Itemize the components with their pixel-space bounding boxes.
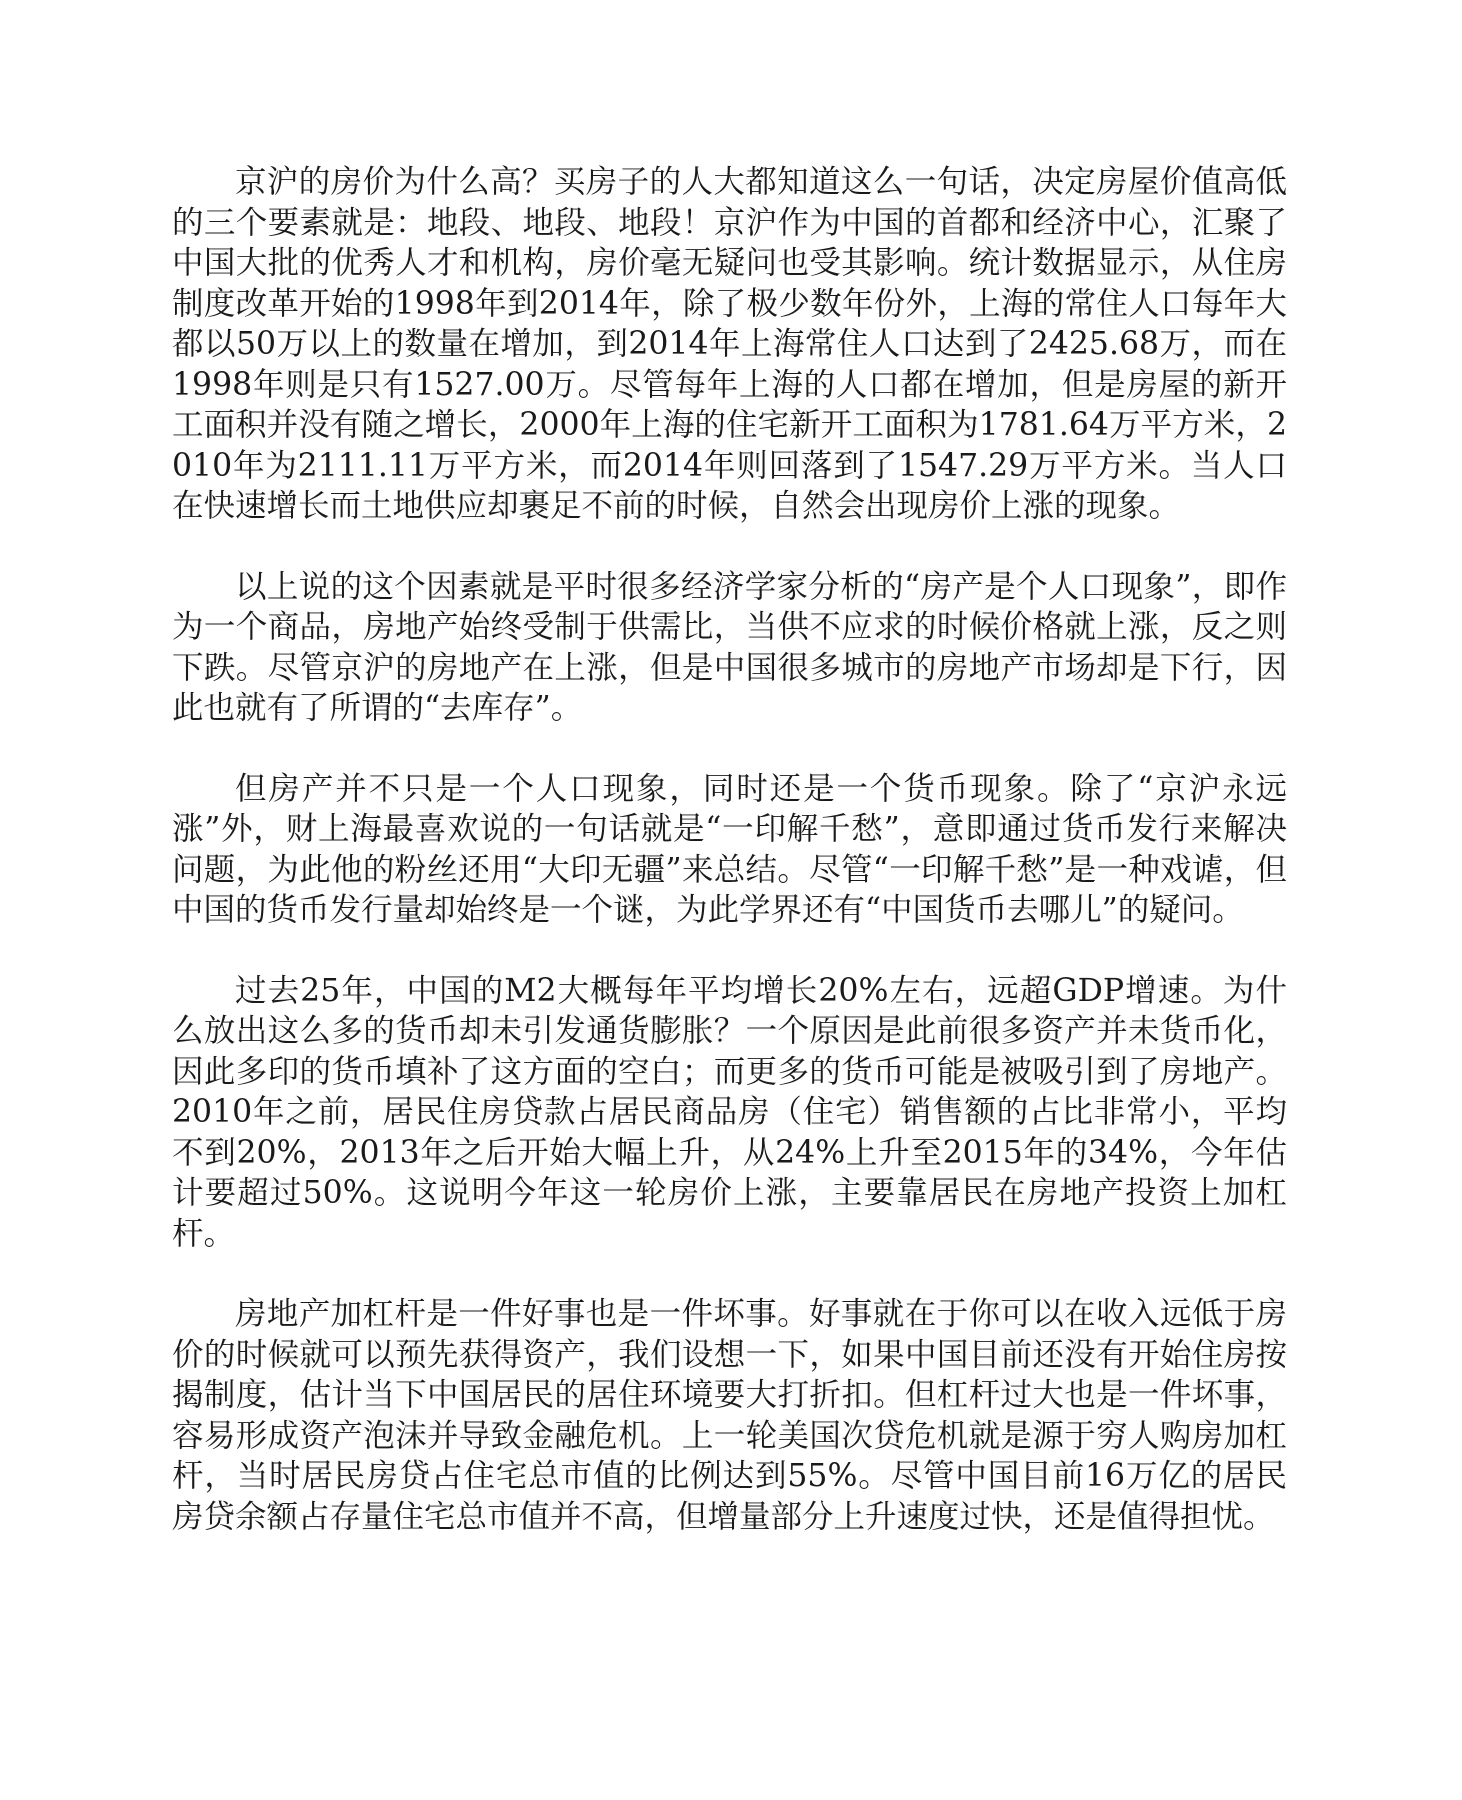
paragraph-2: 以上说的这个因素就是平时很多经济学家分析的“房产是个人口现象”，即作为一个商品，房地产始终受制于供需比，当供不应求的时候价格就上涨，反之则下跌。尽管京沪的房地产在上涨，但是中国很多城市的房地产市场却是下行，因此也就有了所谓的“去库存”。: [172, 568, 1287, 726]
paragraph-5: 房地产加杠杆是一件好事也是一件坏事。好事就在于你可以在收入远低于房价的时候就可以预先获得资产，我们设想一下，如果中国目前还没有开始住房按揭制度，估计当下中国居民的居住环境要大打折扣。但杠杆过大也是一件坏事，容易形成资产泡沫并导致金融危机。上一轮美国次贷危机就是源于穷人购房加杠杆，当时居民房贷占住宅总市值的比例达到55%。尽管中国目前16万亿的居民房贷余额占存量住宅总市值并不高，但增量部分上升速度过快，还是值得担忧。: [172, 1296, 1287, 1535]
paragraph-1: 京沪的房价为什么高？买房子的人大都知道这么一句话，决定房屋价值高低的三个要素就是：地段、地段、地段！京沪作为中国的首都和经济中心，汇聚了中国大批的优秀人才和机构，房价毫无疑问也受其影响。统计数据显示，从住房制度改革开始的1998年到2014年，除了极少数年份外，上海的常住人口每年大都以50万以上的数量在增加，到2014年上海常住人口达到了2425.68万，而在1998年则是只有1527.00万。尽管每年上海的人口都在增加，但是房屋的新开工面积并没有随之增长，2000年上海的住宅新开工面积为1781.64万平方米，2010年为2111.11万平方米，而2014年则回落到了1547.29万平方米。当人口在快速增长而土地供应却裹足不前的时候，自然会出现房价上涨的现象。: [172, 164, 1287, 524]
paragraph-3: 但房产并不只是一个人口现象，同时还是一个货币现象。除了“京沪永远涨”外，财上海最喜欢说的一句话就是“一印解千愁”，意即通过货币发行来解决问题，为此他的粉丝还用“大印无疆”来总结。尽管“一印解千愁”是一种戏谑，但中国的货币发行量却始终是一个谜，为此学界还有“中国货币去哪儿”的疑问。: [172, 770, 1287, 928]
document-body: [172, 162, 1287, 1577]
paragraph-4: 过去25年，中国的M2大概每年平均增长20%左右，远超GDP增速。为什么放出这么多的货币却未引发通货膨胀？一个原因是此前很多资产并未货币化，因此多印的货币填补了这方面的空白；而更多的货币可能是被吸引到了房地产。2010年之前，居民住房贷款占居民商品房（住宅）销售额的占比非常小，平均不到20%，2013年之后开始大幅上升，从24%上升至2015年的34%，今年估计要超过50%。这说明今年这一轮房价上涨，主要靠居民在房地产投资上加杠杆。: [172, 972, 1287, 1252]
